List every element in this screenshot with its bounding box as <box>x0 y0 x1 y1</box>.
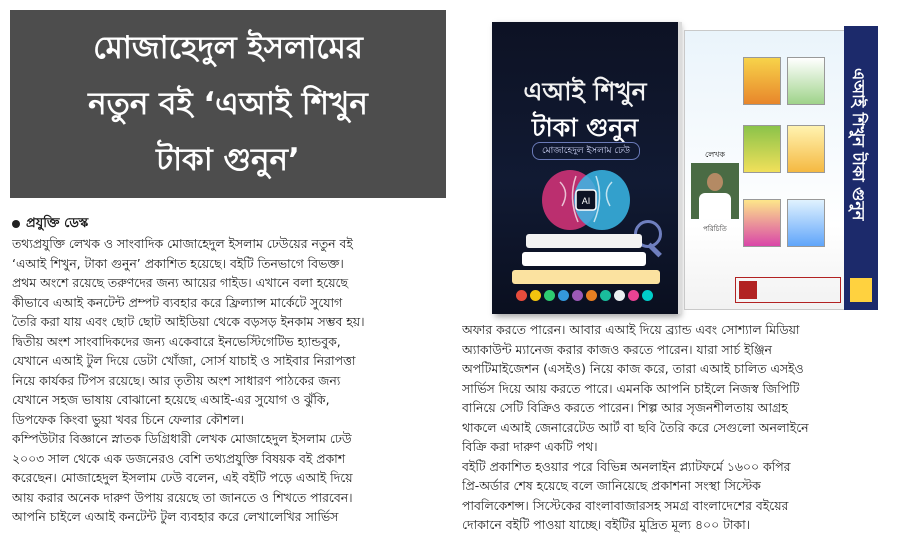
publisher-box <box>735 277 841 303</box>
app-icon <box>628 290 639 301</box>
text-line: আয় করার অনেক দারুণ উপায় রয়েছে তা জানতে ও শিখতে পারবেন। <box>12 489 353 505</box>
author-photo <box>691 163 739 219</box>
cover-chip <box>522 252 646 266</box>
app-icon <box>614 290 625 301</box>
text-line: নিয়ে কার্যকর টিপস রয়েছে। আর তৃতীয় অংশ সাধারণ পাঠকের জন্য <box>12 372 341 388</box>
app-icon <box>516 290 527 301</box>
app-icon <box>600 290 611 301</box>
book-thumbnail <box>743 57 781 105</box>
app-icon <box>544 290 555 301</box>
text-line: প্রি-অর্ডার শেষ হয়েছে বলে জানিয়েছে প্রকাশনা সংস্থা সিস্টেক <box>462 478 761 493</box>
publisher-logo <box>739 281 757 299</box>
headline-line-3: টাকা গুনুন’ <box>156 142 300 178</box>
text-line: আপনি চাইলে এআই কনটেন্ট টুল ব্যবহার করে লেখালেখির সার্ভিস <box>12 509 339 524</box>
cover-chip <box>526 234 642 248</box>
section-label <box>12 214 88 235</box>
text-line: সার্ভিস দিয়ে আয় করতে পারে। এমনকি আপনি চাইলে নিজস্ব জিপিটি <box>462 380 800 396</box>
book-title-line-1: এআই শিখুন <box>523 77 647 106</box>
text-line: করেছেন। মোজাহেদুল ইসলাম ঢেউ বলেন, এই বইটি পড়ে এআই দিয়ে <box>12 470 353 485</box>
text-line: ‘এআই শিখুন, টাকা গুনুন’ প্রকাশিত হয়েছে। বইটি তিনভাগে বিভক্ত। <box>12 255 344 271</box>
book-page-edge <box>678 22 682 314</box>
book-back-cover <box>684 30 846 310</box>
book-image <box>470 8 895 316</box>
book-thumbnail <box>743 125 781 173</box>
app-icon <box>530 290 541 301</box>
headline-line-2: নতুন বই ‘এআই শিখুন <box>88 86 368 122</box>
spine-logo <box>850 278 872 302</box>
text-line: থাকলে এআই জেনারেটেড আর্ট বা ছবি তৈরি করে সেগুলো অনলাইনে <box>462 419 809 435</box>
book-thumbnail <box>787 57 825 105</box>
app-icon <box>586 290 597 301</box>
section-label-text: প্রযুক্তি ডেস্ক <box>26 216 89 231</box>
text-line: তথ্যপ্রযুক্তি লেখক ও সাংবাদিক মোজাহেদুল ইসলাম ঢেউয়ের নতুন বই <box>12 236 353 251</box>
text-line: তৈরি করা যায় এবং ছোট ছোট আইডিয়া থেকে বড়সড় ইনকাম সম্ভব হয়। <box>12 314 365 329</box>
spine-title: এআই শিখুন টাকা গুনুন <box>849 68 868 221</box>
text-line: বইটি প্রকাশিত হওয়ার পরে বিভিন্ন অনলাইন প্ল্যাটফর্মে ১৬০০ কপির <box>462 458 791 474</box>
text-line: যেখানে এআই টুল দিয়ে ডেটা খোঁজা, সোর্স যাচাই ও সাইবার নিরাপত্তা <box>12 353 356 368</box>
brain-label: AI <box>581 196 591 206</box>
text-line: ডিপফেক কিংবা ভুয়া খবর চিনে ফেলার কৌশল। <box>12 411 244 427</box>
back-author-label: লেখক <box>704 150 726 159</box>
cover-icons-row <box>516 290 656 304</box>
text-line: কীভাবে এআই কনটেন্ট প্রম্পট ব্যবহার করে ফ্রিল্যান্স মার্কেটে সুযোগ <box>12 294 343 310</box>
text-line: অ্যাকাউন্ট ম্যানেজ করার কাজও করতে পারেন। যারা সার্চ ইঞ্জিন <box>462 341 772 357</box>
headline-box <box>10 10 446 198</box>
text-line: কম্পিউটার বিজ্ঞানে স্নাতক ডিগ্রিধারী লেখক মোজাহেদুল ইসলাম ঢেউ <box>12 431 352 446</box>
headline-line-1: মোজাহেদুল ইসলামের <box>93 30 363 66</box>
text-line: প্রথম অংশে রয়েছে তরুণদের জন্য আয়ের গাইড। এখানে বলা হয়েছে <box>12 275 349 290</box>
left-column <box>12 234 448 527</box>
text-line: দ্বিতীয় অংশ সাংবাদিকদের জন্য একেবারে ইনভেস্টিগেটিভ হ্যান্ডবুক, <box>12 333 341 349</box>
text-line: যেখানে সহজ ভাষায় বোঝানো হয়েছে এআই-এর সুযোগ ও ঝুঁকি, <box>12 392 330 407</box>
book-thumbnail <box>787 125 825 173</box>
book-thumbnail <box>787 199 825 247</box>
brain-icon <box>540 162 632 238</box>
right-column <box>462 320 892 535</box>
text-line: বিক্রি করা দারুণ একটি পথ। <box>462 439 598 454</box>
app-icon <box>558 290 569 301</box>
text-line: বানিয়ে সেটি বিক্রিও করতে পারেন। শিল্প আর সৃজনশীলতায় আগ্রহ <box>462 400 788 415</box>
book-title-line-2: টাকা গুনুন <box>531 113 639 142</box>
book-front-cover <box>492 22 678 314</box>
text-line: অফার করতে পারেন। আবার এআই দিয়ে ব্র্যান্ড এবং সোশ্যাল মিডিয়া <box>462 322 800 337</box>
app-icon <box>642 290 653 301</box>
cover-chip <box>512 270 660 284</box>
book-author: মোজাহেদুল ইসলাম ঢেউ <box>532 142 640 160</box>
text-line: ২০০৩ সাল থেকে এক ডজনেরও বেশি তথ্যপ্রযুক্তি বিষয়ক বই প্রকাশ <box>12 450 346 466</box>
back-intro-label: পরিচিতি <box>703 225 727 233</box>
text-line: পাবলিকেশন্স। সিস্টেকের বাংলাবাজারসহ সমগ্র বাংলাদেশের বইয়ের <box>462 497 789 513</box>
app-icon <box>572 290 583 301</box>
book-thumbnail <box>743 199 781 247</box>
text-line: অপটিমাইজেশন (এসইও) নিয়ে কাজ করে, তারা এআই চালিত এসইও <box>462 361 804 376</box>
bullet-icon <box>12 220 20 228</box>
text-line: দোকানে বইটি পাওয়া যাচ্ছে। বইটির মুদ্রিত মূল্য ৪০০ টাকা। <box>462 517 751 532</box>
